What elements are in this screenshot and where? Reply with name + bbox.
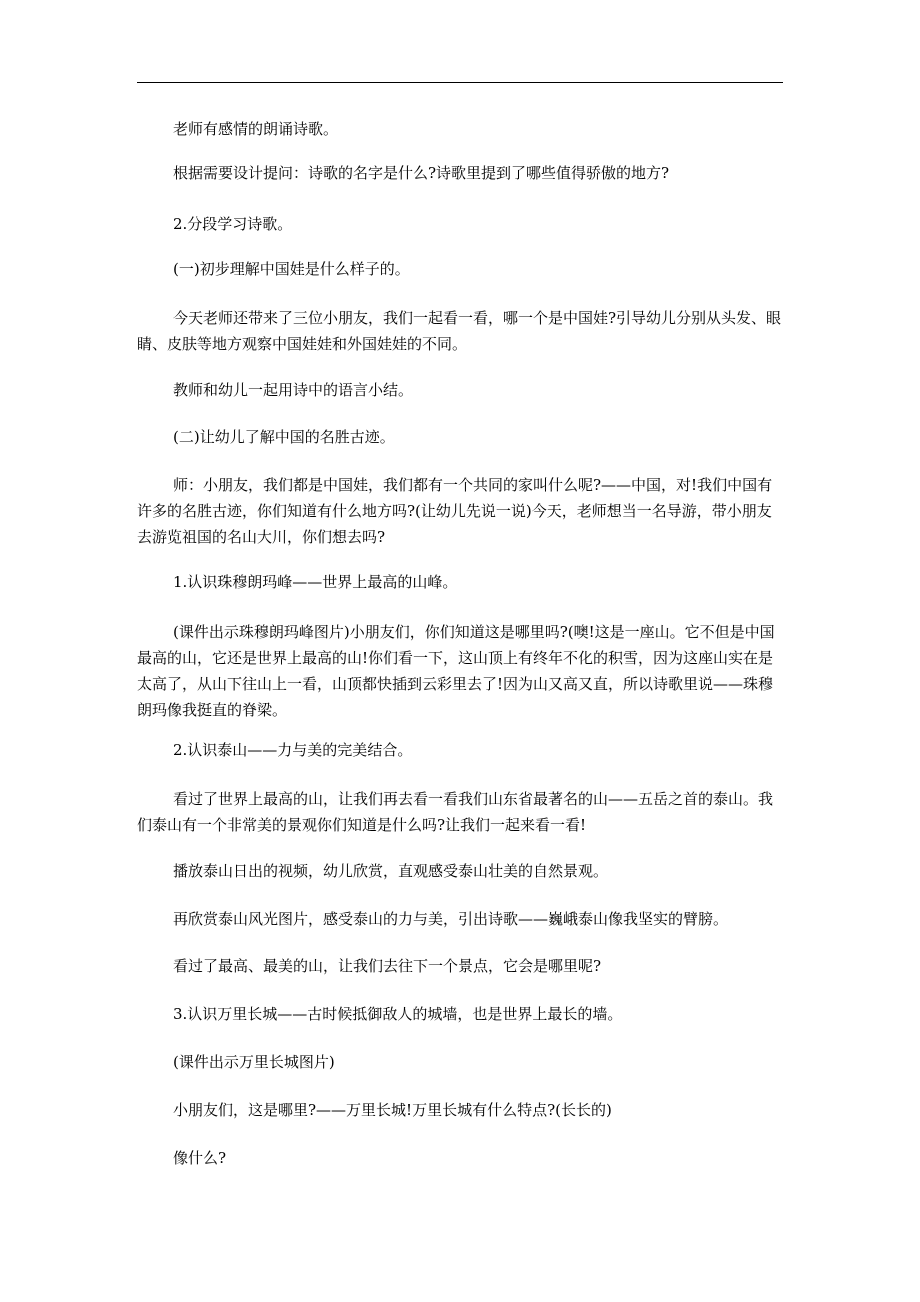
paragraph: 播放泰山日出的视频，幼儿欣赏，直观感受泰山壮美的自然景观。 xyxy=(173,862,609,880)
header-rule xyxy=(137,82,783,83)
paragraph: (课件出示万里长城图片) xyxy=(173,1053,335,1071)
paragraph: 师：小朋友，我们都是中国娃，我们都有一个共同的家叫什么呢?——中国，对!我们中国有许多的名胜古迹，你们知道有什么地方吗?(让幼儿先说一说)今天，老师想当一名导游，带小朋友去游览祖国的名山大川，你们想去吗? xyxy=(137,476,773,546)
paragraph: 2.分段学习诗歌。 xyxy=(173,215,293,233)
paragraph: 小朋友们，这是哪里?——万里长城!万里长城有什么特点?(长长的) xyxy=(173,1101,612,1119)
paragraph: (一)初步理解中国娃是什么样子的。 xyxy=(173,260,410,278)
paragraph: 3.认识万里长城——古时候抵御敌人的城墙，也是世界上最长的墙。 xyxy=(173,1005,623,1023)
paragraph: 教师和幼儿一起用诗中的语言小结。 xyxy=(173,381,414,399)
paragraph: (二)让幼儿了解中国的名胜古迹。 xyxy=(173,428,395,446)
paragraph: 2.认识泰山——力与美的完美结合。 xyxy=(173,741,413,759)
paragraph: 看过了最高、最美的山，让我们去往下一个景点，它会是哪里呢? xyxy=(173,957,602,975)
paragraph: 根据需要设计提问：诗歌的名字是什么?诗歌里提到了哪些值得骄傲的地方? xyxy=(173,164,670,182)
paragraph: 老师有感情的朗诵诗歌。 xyxy=(173,120,339,138)
paragraph: 1.认识珠穆朗玛峰——世界上最高的山峰。 xyxy=(173,573,458,591)
paragraph: (课件出示珠穆朗玛峰图片)小朋友们，你们知道这是哪里吗?(噢!这是一座山。它不但是中国最高的山，它还是世界上最高的山!你们看一下，这山顶上有终年不化的积雪，因为这座山实在是太高了，从山下往山上一看，山顶都快插到云彩里去了!因为山又高又直，所以诗歌里说——珠穆朗玛像我挺直的脊梁。 xyxy=(137,623,775,719)
paragraph: 再欣赏泰山风光图片，感受泰山的力与美，引出诗歌——巍峨泰山像我坚实的臂膀。 xyxy=(173,910,729,928)
paragraph: 看过了世界上最高的山，让我们再去看一看我们山东省最著名的山——五岳之首的泰山。我们泰山有一个非常美的景观你们知道是什么吗?让我们一起来看一看! xyxy=(137,790,774,834)
paragraph: 今天老师还带来了三位小朋友，我们一起看一看，哪一个是中国娃?引导幼儿分别从头发、眼睛、皮肤等地方观察中国娃娃和外国娃娃的不同。 xyxy=(137,309,782,353)
paragraph: 像什么? xyxy=(173,1149,227,1167)
